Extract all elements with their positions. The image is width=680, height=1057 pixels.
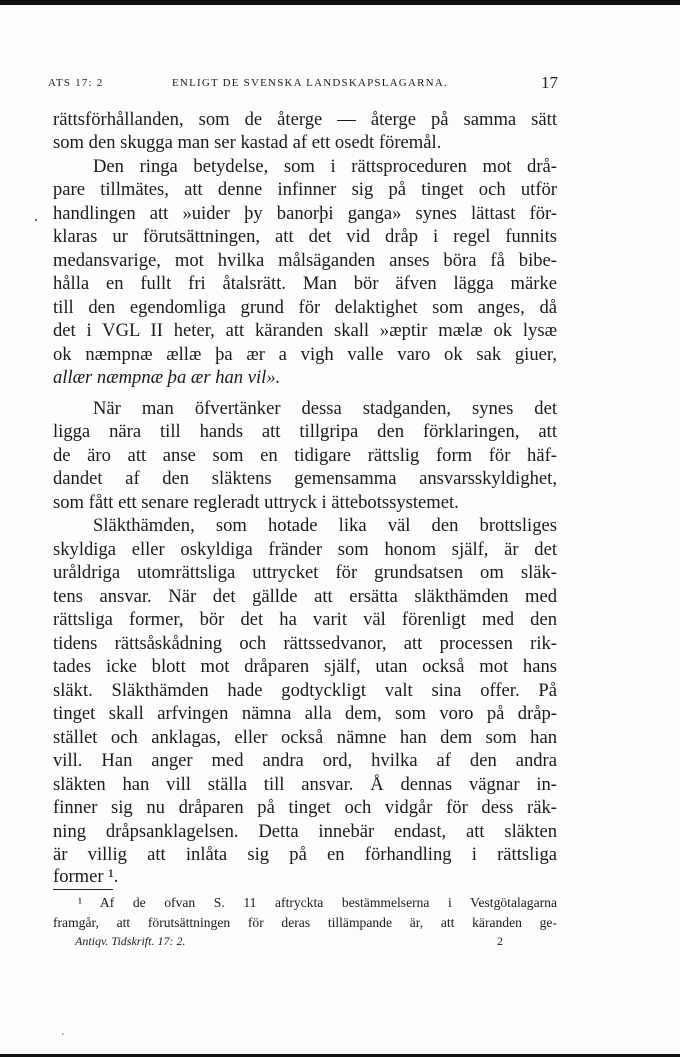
text-line: som fått ett senare regleradt uttryck i ättebotssystemet.	[53, 492, 459, 513]
text-line: dandet af den släktens gemensamma ansvarsskyldighet,	[53, 468, 557, 489]
text-line: medansvarige, mot hvilka målsäganden anses böra få bibe-	[53, 250, 557, 271]
top-scan-border	[0, 0, 680, 5]
text-line: hålla en fullt fri åtalsrätt. Man bör äfven lägga märke	[53, 273, 557, 294]
text-line: stället och anklagas, eller också nämne han dem som han	[53, 727, 557, 748]
text-line: Den ringa betydelse, som i rättsproceduren mot drå-	[93, 156, 557, 177]
text-line: rättsförhållanden, som de återge — återge på samma sätt	[53, 109, 557, 130]
text-line: vill. Han anger med andra ord, hvilka af den andra	[53, 750, 557, 771]
text-line: ligga nära till hands att tillgripa den förklaringen, att	[53, 421, 557, 442]
text-line: uråldriga utomrättsliga uttrycket för grundsatsen om släk-	[53, 562, 557, 583]
printer-signature-mark: Antiqv. Tidskrift. 17: 2.	[75, 934, 186, 948]
text-line: till den egendomliga grund för delaktighet som anges, då	[53, 297, 557, 318]
text-line: finner sig nu dråparen på tinget och vidgår för dess räk-	[53, 797, 557, 818]
gathering-number: 2	[497, 934, 503, 948]
text-line: de äro att anse som en tidigare rättslig form för häf-	[53, 445, 557, 466]
text-line: skyldiga eller oskyldiga fränder som honom själf, är det	[53, 539, 557, 560]
text-line: pare tillmätes, att denne infinner sig på tinget och utför	[53, 179, 557, 200]
footnote-rule	[53, 889, 113, 890]
header-signature: ATS 17: 2	[48, 77, 104, 89]
text-line: Släkthämden, som hotade lika väl den brottsliges	[93, 515, 557, 536]
text-line: är villig att inlåta sig på en förhandling i rättsliga	[53, 844, 557, 865]
header-running-title: ENLIGT DE SVENSKA LANDSKAPSLAGARNA.	[172, 77, 448, 89]
page-number: 17	[541, 73, 558, 92]
text-line: släkt. Släkthämden hade godtyckligt valt sina offer. På	[53, 680, 557, 701]
text-line: tades icke blott mot dråparen själf, utan också mot hans	[53, 656, 557, 677]
text-line: tidens rättsåskådning och rättssedvanor, att processen rik-	[53, 633, 557, 654]
text-line: släkten han vill ställa till ansvar. Å dennas vägnar in-	[53, 774, 557, 795]
stray-mark: '	[62, 1032, 64, 1043]
text-line: tinget skall arfvingen nämna alla dem, som voro på dråp-	[53, 703, 557, 724]
running-header	[48, 74, 558, 94]
text-line: handlingen att »uider þy banorþi ganga» synes lättast för-	[53, 203, 557, 224]
text-line: rättsliga former, bör det ha varit väl förenligt med den	[53, 609, 557, 630]
margin-mark: .	[34, 208, 38, 225]
text-line: klaras ur förutsättningen, att det vid dråp i regel funnits	[53, 226, 557, 247]
text-line: ok næmpnæ ællæ þa ær a vigh valle varo ok sak giuer,	[53, 344, 557, 365]
text-line: När man öfvertänker dessa stadganden, synes det	[93, 398, 557, 419]
text-line: former ¹.	[53, 866, 119, 887]
footnote-line: ¹ Af de ofvan S. 11 aftryckta bestämmelserna i Vestgötalagarna	[78, 895, 557, 910]
footnote-line: framgår, att förutsättningen för deras tillämpande är, att käranden ge-	[53, 915, 557, 930]
text-line: ning dråpsanklagelsen. Detta innebär endast, att släkten	[53, 821, 557, 842]
text-line: tens ansvar. När det gällde att ersätta släkthämden med	[53, 586, 557, 607]
text-line-italic: allær næmpnæ þa ær han vil».	[53, 367, 281, 388]
text-line: som den skugga man ser kastad af ett osedt föremål.	[53, 132, 442, 153]
text-line: det i VGL II heter, att käranden skall »æptir mælæ ok lysæ	[53, 320, 557, 341]
